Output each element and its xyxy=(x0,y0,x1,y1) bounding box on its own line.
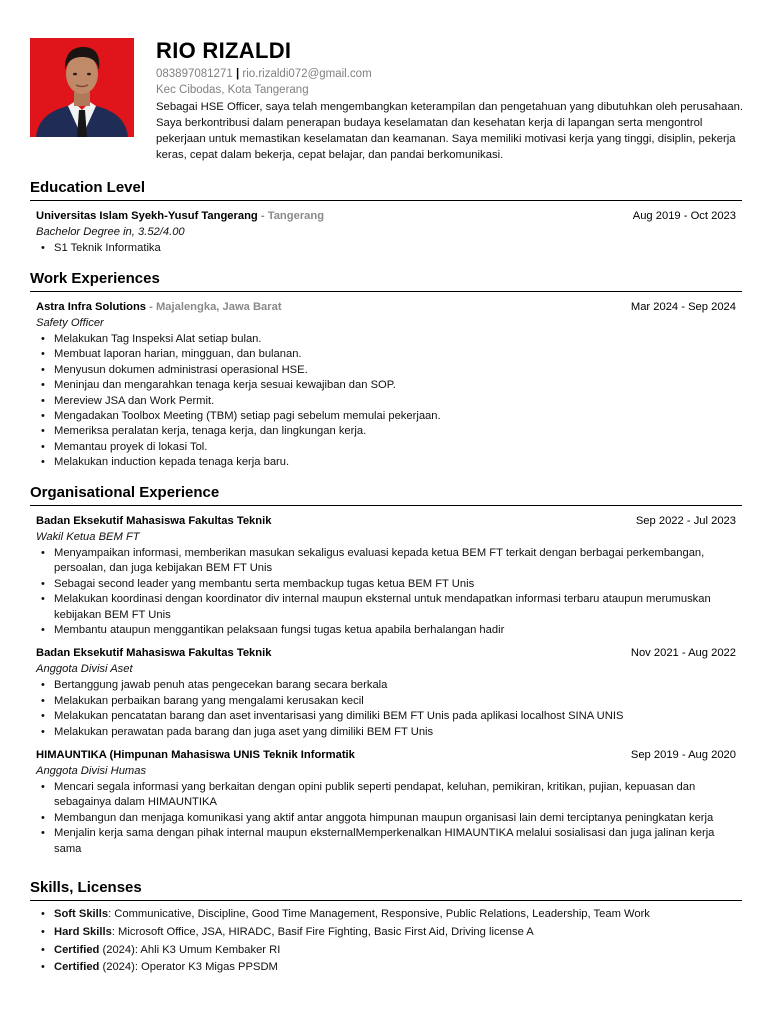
entry-role: Anggota Divisi Humas xyxy=(36,765,147,778)
skill-item xyxy=(40,942,736,960)
skill-item xyxy=(40,959,736,977)
skill-text: : Microsoft Office, JSA, HIRADC, Basif Fire Fighting, Basic First Aid, Driving license A xyxy=(111,925,534,938)
entry-role: Anggota Divisi Aset xyxy=(36,663,133,676)
list-item: • Menyampaikan informasi, memberikan masukan sekaligus evaluasi kepada ketua BEM FT terkait dengan berbagai perkembangan, persoalan, dan juga kebijakan BEM FT Unis xyxy=(40,546,736,577)
list-item: • Mengadakan Toolbox Meeting (TBM) setiap pagi sebelum memulai pekerjaan. xyxy=(40,409,736,424)
entry-role: Wakil Ketua BEM FT xyxy=(36,531,140,543)
entry-location: - Majalengka, Jawa Barat xyxy=(146,301,282,313)
entry-date: Aug 2019 - Oct 2023 xyxy=(632,210,736,222)
entry-list xyxy=(40,780,736,857)
organisation-entry xyxy=(36,645,736,740)
entry-role: Bachelor Degree in, 3.52/4.00 xyxy=(36,226,185,238)
skill-text: : Communicative, Discipline, Good Time Management, Responsive, Public Relations, Leadership, Team Work xyxy=(108,908,650,920)
candidate-name: RIO RIZALDI xyxy=(156,38,292,63)
entry-org: Badan Eksekutif Mahasiswa Fakultas Teknik xyxy=(36,515,272,527)
list-item: • Mencari segala informasi yang berkaitan dengan opini publik seperti pendapat, keluhan, pemikiran, kritikan, pujian, kepuasan dan sebagainya dalam HIMAUNTIKA xyxy=(40,780,736,811)
work-section xyxy=(30,269,742,471)
skill-item xyxy=(40,906,736,924)
entry-list xyxy=(40,332,736,471)
skill-label: Hard Skills xyxy=(54,925,112,938)
list-item: • Melakukan koordinasi dengan koordinator div internal maupun eksternal untuk mendapatkan informasi terbaru ataupun merumuskan kebijakan BEM FT Unis xyxy=(40,592,736,623)
contact-line xyxy=(156,67,746,82)
list-item: • Sebagai second leader yang membantu serta membackup tugas ketua BEM FT Unis xyxy=(40,577,736,592)
list-item: • Menjalin kerja sama dengan pihak internal maupun eksternalMemperkenalkan HIMAUNTIKA melalui sosialisasi dan juga jalinan kerja sama xyxy=(40,826,736,857)
section-title-work: Work Experiences xyxy=(30,269,742,292)
list-item: • Membantu ataupun menggantikan pelaksaan fungsi tugas ketua apabila berhalangan hadir xyxy=(40,623,736,638)
entry-location: - Tangerang xyxy=(257,210,325,222)
skills-entry xyxy=(36,906,736,977)
list-item: • S1 Teknik Informatika xyxy=(40,241,736,256)
resume-header xyxy=(30,38,742,168)
email-address[interactable]: rio.rizaldi072@gmail.com xyxy=(242,68,372,80)
list-item: • Melakukan pencatatan barang dan aset inventarisasi yang dimiliki BEM FT Unis pada aplikasi localhost SINA UNIS xyxy=(40,709,736,724)
entry-org: Badan Eksekutif Mahasiswa Fakultas Teknik xyxy=(36,647,272,660)
list-item: • Melakukan perawatan pada barang dan juga aset yang dimiliki BEM FT Unis xyxy=(40,725,736,740)
list-item: • Melakukan perbaikan barang yang mengalami kerusakan kecil xyxy=(40,694,736,709)
profile-photo xyxy=(30,38,134,137)
list-item: • Menyusun dokumen administrasi operasional HSE. xyxy=(40,363,736,378)
skills-list xyxy=(40,906,736,977)
entry-date: Nov 2021 - Aug 2022 xyxy=(630,647,736,660)
list-item: • Melakukan induction kepada tenaga kerja baru. xyxy=(40,455,736,470)
entry-list xyxy=(40,241,736,256)
list-item: • Bertanggung jawab penuh atas pengecekan barang secara berkala xyxy=(40,678,736,693)
skill-label: Soft Skills xyxy=(54,908,109,920)
entry-org: Astra Infra Solutions xyxy=(36,301,147,313)
address: Kec Cibodas, Kota Tangerang xyxy=(156,84,309,96)
section-title-education: Education Level xyxy=(30,178,742,201)
entry-role: Safety Officer xyxy=(36,317,104,329)
entry-org: Universitas Islam Syekh-Yusuf Tangerang xyxy=(36,210,258,222)
header-info xyxy=(156,38,746,163)
list-item: • Membangun dan menjaga komunikasi yang aktif antar anggota himpunan maupun organisasi lain demi terciptanya peningkatan kerja xyxy=(40,811,736,826)
entry-date: Sep 2022 - Jul 2023 xyxy=(635,515,736,527)
entry-org: HIMAUNTIKA (Himpunan Mahasiswa UNIS Teknik Informatik xyxy=(36,749,355,762)
work-entry xyxy=(36,299,736,471)
phone-number: 083897081271 xyxy=(156,68,233,80)
person-portrait-icon xyxy=(30,38,134,137)
profile-summary: Sebagai HSE Officer, saya telah mengembangkan keterampilan dan pengetahuan yang dibutuhkan oleh perusahaan. Saya berkontribusi dalam penerapan budaya keselamatan dan kesehatan kerja di lapangan serta mengontrol pekerjaan untuk memastikan keselamatan dan keamanan. Saya memiliki motivasi kerja yang tinggi, disiplin, pekerja keras, cepat dalam bekerja, cepat belajar, dan pandai berkomunikasi. xyxy=(156,101,744,161)
organisation-entry xyxy=(36,747,736,857)
section-title-skills: Skills, Licenses xyxy=(30,878,742,901)
entry-date: Mar 2024 - Sep 2024 xyxy=(630,301,736,313)
skill-text: (2024): Operator K3 Migas PPSDM xyxy=(99,961,278,974)
skills-section xyxy=(30,878,742,977)
education-section xyxy=(30,178,742,256)
entry-list xyxy=(40,678,736,740)
list-item: • Mereview JSA dan Work Permit. xyxy=(40,394,736,409)
list-item: • Melakukan Tag Inspeksi Alat setiap bulan. xyxy=(40,332,736,347)
list-item: • Memeriksa peralatan kerja, tenaga kerja, dan lingkungan kerja. xyxy=(40,424,736,439)
skill-label: Certified xyxy=(54,943,100,956)
skill-text: (2024): Ahli K3 Umum Kembaker RI xyxy=(99,943,281,956)
list-item: • Meninjau dan mengarahkan tenaga kerja sesuai kewajiban dan SOP. xyxy=(40,378,736,393)
organisation-section xyxy=(30,483,742,857)
skill-item xyxy=(40,924,736,942)
list-item: • Membuat laporan harian, mingguan, dan bulanan. xyxy=(40,347,736,362)
entry-date: Sep 2019 - Aug 2020 xyxy=(630,749,736,762)
skill-label: Certified xyxy=(54,961,100,974)
section-title-organisation: Organisational Experience xyxy=(30,483,742,506)
organisation-entry xyxy=(36,513,736,638)
entry-list xyxy=(40,546,736,638)
education-entry xyxy=(36,208,736,256)
contact-separator: | xyxy=(235,68,240,80)
list-item: • Memantau proyek di lokasi Tol. xyxy=(40,440,736,455)
